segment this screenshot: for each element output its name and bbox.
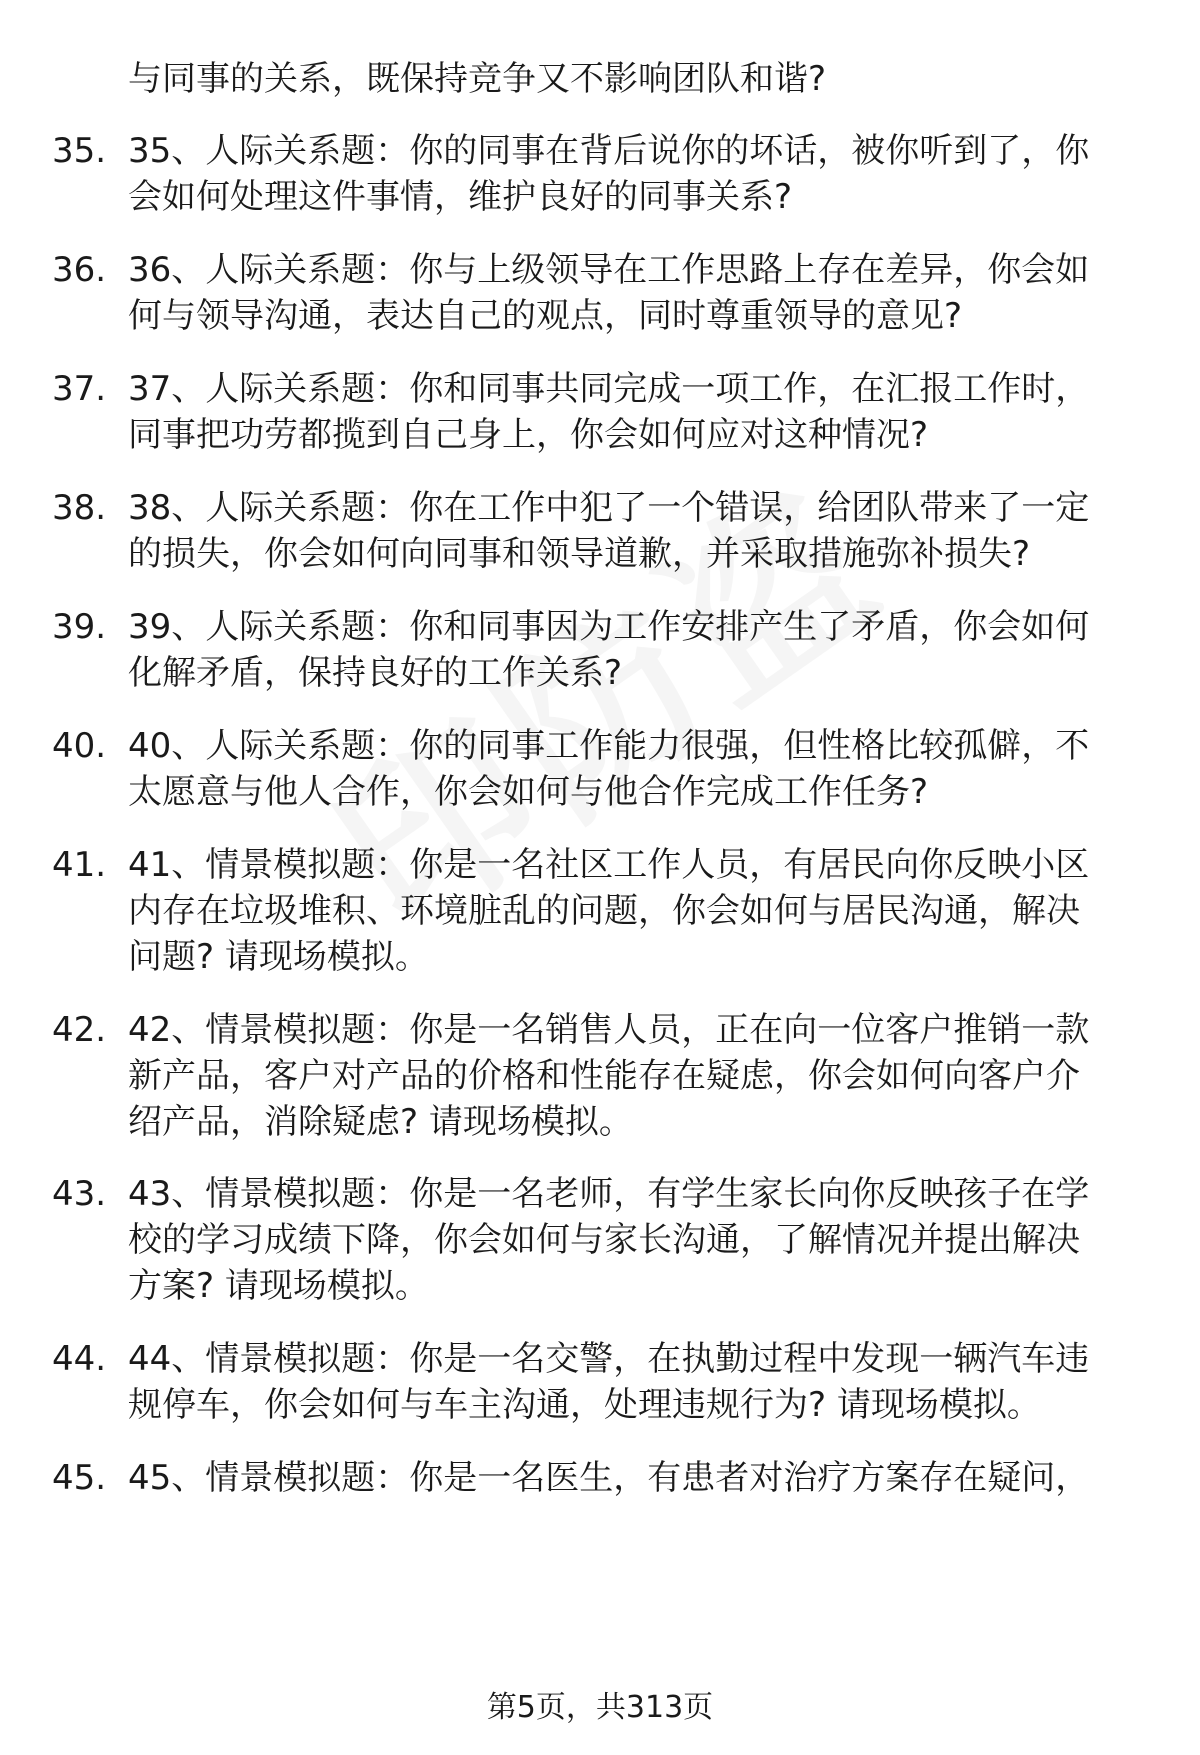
item-line: 内存在垃圾堆积、环境脏乱的问题，你会如何与居民沟通，解决 [128, 891, 1080, 931]
item-line: 38、人际关系题：你在工作中犯了一个错误，给团队带来了一定 [128, 488, 1090, 528]
item-line: 40、人际关系题：你的同事工作能力很强，但性格比较孤僻，不 [128, 726, 1090, 766]
item-text [128, 1336, 1148, 1428]
item-line: 42、情景模拟题：你是一名销售人员，正在向一位客户推销一款 [128, 1010, 1090, 1050]
item-text [128, 604, 1148, 696]
item-text [128, 128, 1148, 220]
item-line: 规停车，你会如何与车主沟通，处理违规行为? 请现场模拟。 [128, 1385, 1041, 1425]
item-number: 42. [52, 1010, 107, 1050]
item-number: 39. [52, 607, 107, 647]
item-line: 同事把功劳都揽到自己身上，你会如何应对这种情况? [128, 415, 929, 455]
item-line: 44、情景模拟题：你是一名交警，在执勤过程中发现一辆汽车违 [128, 1339, 1090, 1379]
item-text [128, 1455, 1148, 1501]
item-line: 45、情景模拟题：你是一名医生，有患者对治疗方案存在疑问， [128, 1458, 1090, 1498]
item-line: 化解矛盾，保持良好的工作关系? [128, 653, 623, 693]
item-number: 41. [52, 845, 107, 885]
item-line: 37、人际关系题：你和同事共同完成一项工作，在汇报工作时， [128, 369, 1090, 409]
item-line: 43、情景模拟题：你是一名老师，有学生家长向你反映孩子在学 [128, 1174, 1090, 1214]
item-number: 44. [52, 1339, 107, 1379]
item-line: 新产品，客户对产品的价格和性能存在疑虑，你会如何向客户介 [128, 1056, 1080, 1096]
item-line: 校的学习成绩下降，你会如何与家长沟通，了解情况并提出解决 [128, 1220, 1080, 1260]
item-line: 太愿意与他人合作，你会如何与他合作完成工作任务? [128, 772, 929, 812]
item-number: 37. [52, 369, 107, 409]
item-line: 方案? 请现场模拟。 [128, 1266, 429, 1306]
item-text [128, 247, 1148, 339]
item-number: 35. [52, 131, 107, 171]
item-line: 41、情景模拟题：你是一名社区工作人员，有居民向你反映小区 [128, 845, 1090, 885]
item-text [128, 842, 1148, 980]
item-text [128, 366, 1148, 458]
item-line: 问题? 请现场模拟。 [128, 937, 429, 977]
item-number: 36. [52, 250, 107, 290]
item-text [128, 485, 1148, 577]
item-text [128, 723, 1148, 815]
item-line: 39、人际关系题：你和同事因为工作安排产生了矛盾，你会如何 [128, 607, 1090, 647]
item-text [128, 1007, 1148, 1145]
item-line: 绍产品，消除疑虑? 请现场模拟。 [128, 1102, 633, 1142]
item-number: 40. [52, 726, 107, 766]
item-number: 38. [52, 488, 107, 528]
continued-text-line: 与同事的关系，既保持竞争又不影响团队和谐? [128, 59, 827, 99]
item-line: 35、人际关系题：你的同事在背后说你的坏话，被你听到了，你 [128, 131, 1090, 171]
item-line: 会如何处理这件事情，维护良好的同事关系? [128, 177, 793, 217]
item-number: 43. [52, 1174, 107, 1214]
page-footer: 第5页，共313页 [486, 1690, 714, 1725]
item-number: 45. [52, 1458, 107, 1498]
item-line: 何与领导沟通，表达自己的观点，同时尊重领导的意见? [128, 296, 963, 336]
item-text [128, 1171, 1148, 1309]
item-line: 36、人际关系题：你与上级领导在工作思路上存在差异，你会如 [128, 250, 1090, 290]
item-line: 的损失，你会如何向同事和领导道歉，并采取措施弥补损失? [128, 534, 1031, 574]
